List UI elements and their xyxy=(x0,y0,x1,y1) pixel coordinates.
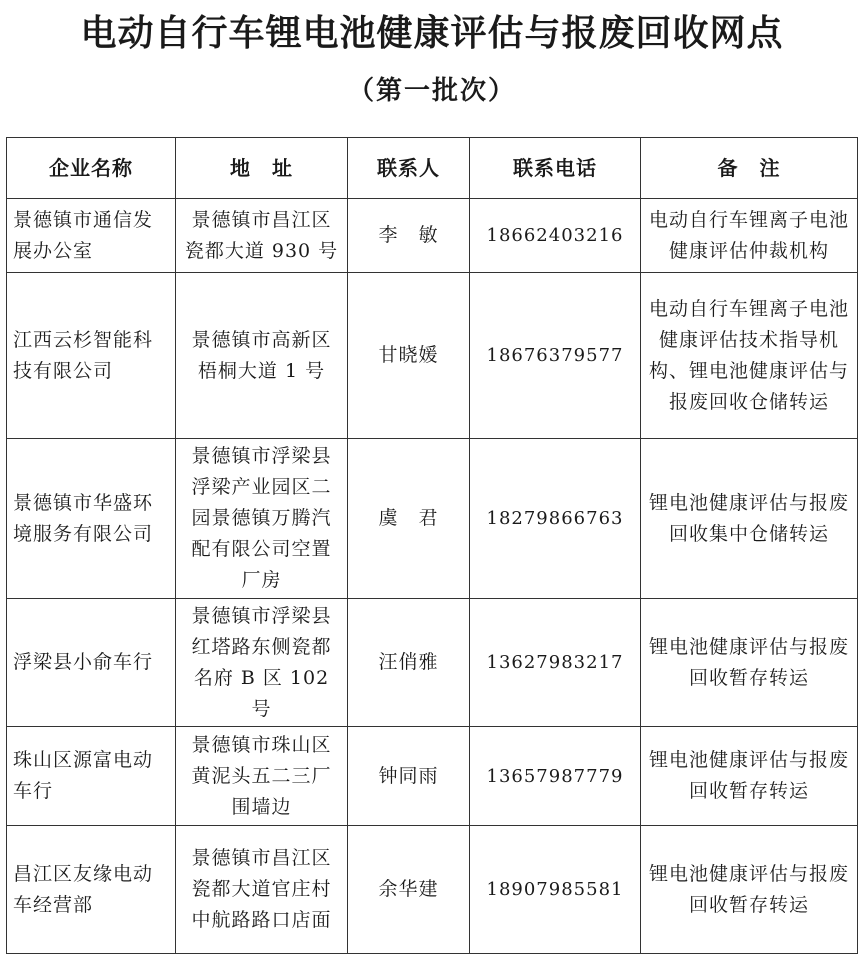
address-cell: 景德镇市昌江区瓷都大道官庄村中航路路口店面 xyxy=(176,826,348,954)
address-cell: 景德镇市浮梁县浮梁产业园区二园景德镇万腾汽配有限公司空置厂房 xyxy=(176,439,348,599)
phone-cell: 18662403216 xyxy=(470,199,641,273)
contact-cell: 钟同雨 xyxy=(348,727,470,826)
table-row xyxy=(7,273,858,439)
table-row xyxy=(7,599,858,727)
address-cell: 景德镇市浮梁县红塔路东侧瓷都名府 B 区 102 号 xyxy=(176,599,348,727)
address-cell: 景德镇市高新区梧桐大道 1 号 xyxy=(176,273,348,439)
company-name-cell: 昌江区友缘电动车经营部 xyxy=(7,826,176,954)
table-row xyxy=(7,826,858,954)
company-name-cell: 景德镇市华盛环境服务有限公司 xyxy=(7,439,176,599)
address-cell: 景德镇市昌江区瓷都大道 930 号 xyxy=(176,199,348,273)
address-cell: 景德镇市珠山区黄泥头五二三厂围墙边 xyxy=(176,727,348,826)
phone-cell: 13627983217 xyxy=(470,599,641,727)
page-subtitle: （第一批次） xyxy=(347,76,516,106)
remark-cell: 锂电池健康评估与报废回收暂存转运 xyxy=(641,727,858,826)
company-name-cell: 浮梁县小俞车行 xyxy=(7,599,176,727)
company-name-cell: 江西云杉智能科技有限公司 xyxy=(7,273,176,439)
table-row xyxy=(7,439,858,599)
header-remark: 备 注 xyxy=(641,138,858,199)
contact-cell: 甘晓媛 xyxy=(348,273,470,439)
remark-cell: 电动自行车锂离子电池健康评估技术指导机构、锂电池健康评估与报废回收仓储转运 xyxy=(641,273,858,439)
remark-cell: 锂电池健康评估与报废回收集中仓储转运 xyxy=(641,439,858,599)
header-phone: 联系电话 xyxy=(470,138,641,199)
remark-cell: 锂电池健康评估与报废回收暂存转运 xyxy=(641,599,858,727)
remark-cell: 锂电池健康评估与报废回收暂存转运 xyxy=(641,826,858,954)
header-company-name: 企业名称 xyxy=(7,138,176,199)
phone-cell: 18676379577 xyxy=(470,273,641,439)
header-contact: 联系人 xyxy=(348,138,470,199)
table-row xyxy=(7,199,858,273)
header-address: 地 址 xyxy=(176,138,348,199)
table-header-row xyxy=(7,138,858,199)
company-name-cell: 景德镇市通信发展办公室 xyxy=(7,199,176,273)
table-row xyxy=(7,727,858,826)
contact-cell: 汪俏雅 xyxy=(348,599,470,727)
company-name-cell: 珠山区源富电动车行 xyxy=(7,727,176,826)
page-title: 电动自行车锂电池健康评估与报废回收网点 xyxy=(80,13,784,54)
contact-cell: 李 敏 xyxy=(348,199,470,273)
phone-cell: 13657987779 xyxy=(470,727,641,826)
phone-cell: 18279866763 xyxy=(470,439,641,599)
phone-cell: 18907985581 xyxy=(470,826,641,954)
recycling-sites-table xyxy=(6,137,858,954)
contact-cell: 虞 君 xyxy=(348,439,470,599)
contact-cell: 余华建 xyxy=(348,826,470,954)
remark-cell: 电动自行车锂离子电池健康评估仲裁机构 xyxy=(641,199,858,273)
